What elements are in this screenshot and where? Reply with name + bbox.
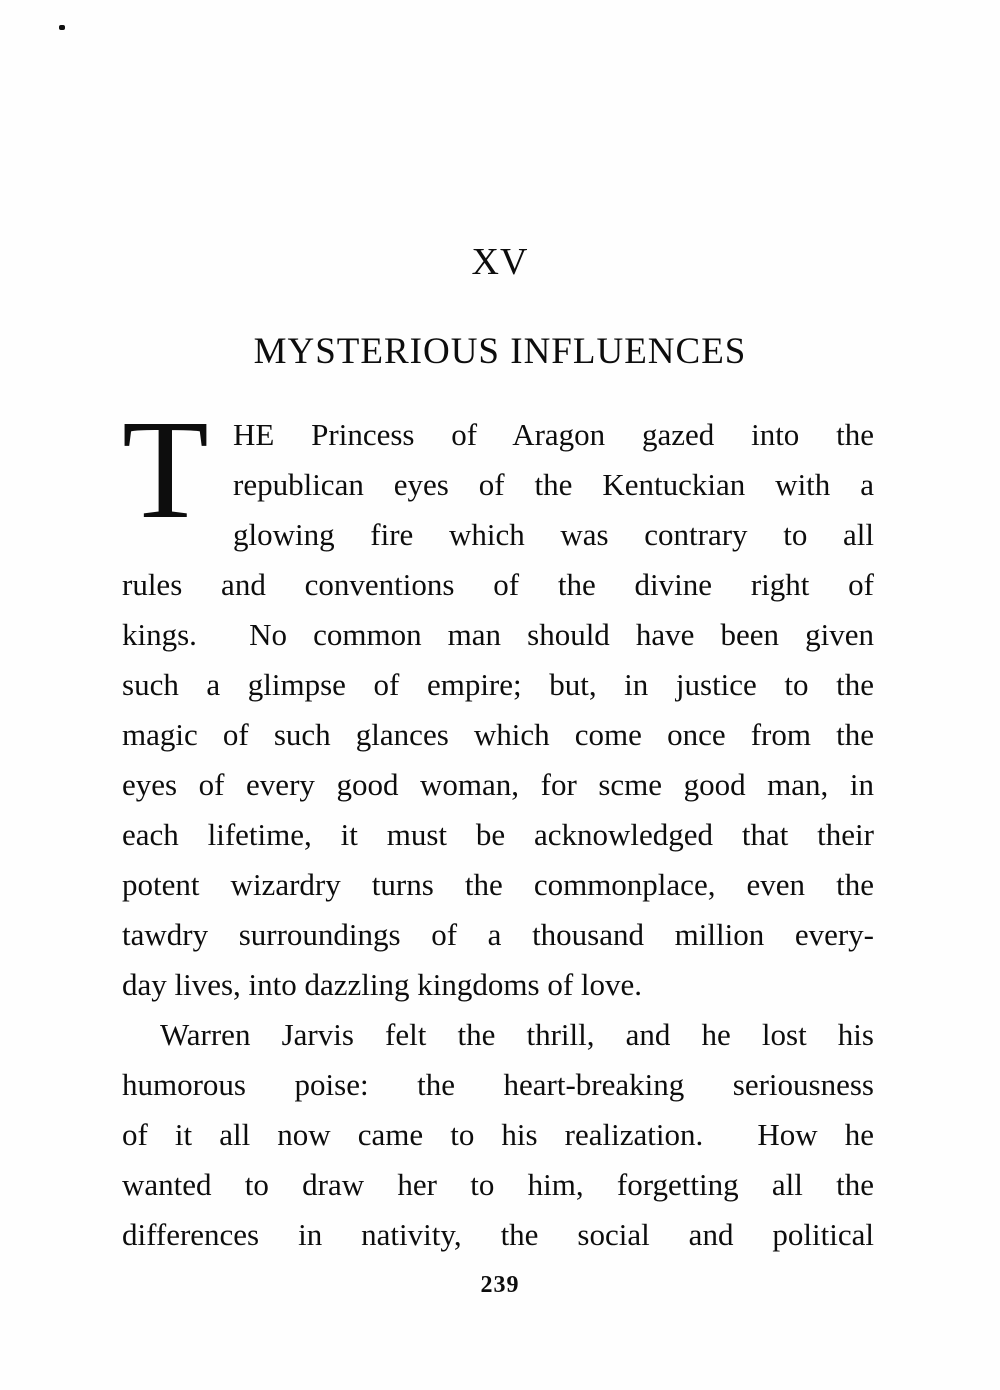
- text-line: of it all now came to his realization. How he: [122, 1117, 874, 1152]
- text-line: such a glimpse of empire; but, in justice to the: [122, 667, 874, 702]
- scan-artifact-dot: [59, 25, 65, 30]
- text-line: wanted to draw her to him, forgetting all the: [122, 1167, 874, 1202]
- text-line: rules and conventions of the divine right of: [122, 567, 874, 602]
- text-line: glowing fire which was contrary to all: [233, 517, 874, 552]
- text-line: each lifetime, it must be acknowledged that their: [122, 817, 874, 852]
- text-line: HE Princess of Aragon gazed into the: [233, 417, 874, 452]
- text-line: day lives, into dazzling kingdoms of love.: [122, 967, 643, 1002]
- chapter-number: XV: [471, 241, 529, 283]
- text-line: humorous poise: the heart-breaking seriousness: [122, 1067, 874, 1102]
- text-line: tawdry surroundings of a thousand million every-: [122, 917, 874, 952]
- chapter-title: MYSTERIOUS INFLUENCES: [253, 331, 747, 372]
- body-text: [122, 390, 874, 1260]
- text-line: potent wizardry turns the commonplace, even the: [122, 867, 874, 902]
- text-line: magic of such glances which come once from the: [122, 717, 874, 752]
- text-line: kings. No common man should have been given: [122, 617, 874, 652]
- text-line: differences in nativity, the social and political: [122, 1217, 874, 1252]
- drop-cap: T: [122, 390, 209, 548]
- paragraph-lines: [122, 390, 874, 1260]
- text-line: republican eyes of the Kentuckian with a: [233, 467, 874, 502]
- page-number: 239: [480, 1272, 520, 1298]
- text-line: Warren Jarvis felt the thrill, and he lost his: [160, 1017, 874, 1052]
- text-line: eyes of every good woman, for scme good man, in: [122, 767, 874, 802]
